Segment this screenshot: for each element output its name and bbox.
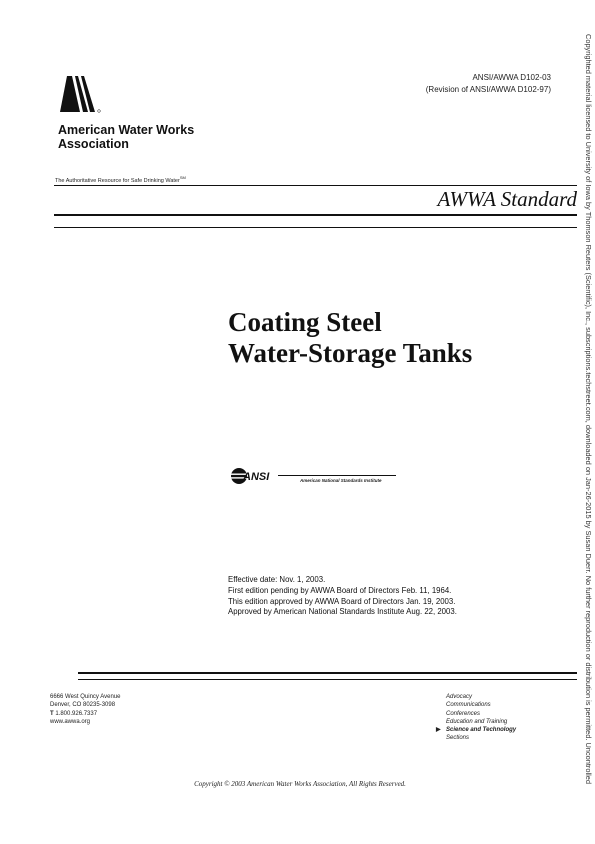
ansi-approval-date: Approved by American National Standards Institute Aug. 22, 2003. <box>228 607 457 617</box>
license-notice-text: Copyrighted material licensed to University of Iowa by Thomson Reuters (Scientific), Inc., subscriptions.techstreet.com, downloaded on Jan-26-2015 by Susan Duerr. No further reproduction or distribution is permitted. Uncontrolled <box>584 34 593 784</box>
ansi-logo-icon <box>230 466 275 486</box>
topic-item: Education and Training <box>446 718 508 725</box>
title-line2: Water-Storage Tanks <box>228 338 473 368</box>
website-link[interactable]: www.awwa.org <box>50 718 91 725</box>
topic-item-active <box>436 726 517 734</box>
topic-item: Communications <box>446 702 491 709</box>
address-phone <box>50 710 121 718</box>
topic-item: Advocacy <box>446 694 473 700</box>
phone-prefix: T <box>50 710 54 717</box>
address-street: 6666 West Quincy Avenue <box>50 694 121 700</box>
organization-name-line2: Association <box>58 137 129 151</box>
tagline-text: The Authoritative Resource for Safe Drinking Water <box>55 177 180 184</box>
divider <box>54 214 577 216</box>
document-title <box>228 307 472 369</box>
organization-tagline <box>55 175 186 184</box>
ansi-full-name: American National Standards Institute <box>300 478 382 483</box>
topic-item: Conferences <box>446 710 481 717</box>
divider <box>78 679 577 680</box>
divider <box>78 672 577 674</box>
standard-revision: (Revision of ANSI/AWWA D102-97) <box>425 85 551 94</box>
effective-date: Effective date: Nov. 1, 2003. <box>228 575 326 584</box>
ansi-logo-text: ANSI <box>243 471 270 483</box>
service-mark: SM <box>179 175 186 180</box>
approval-dates <box>228 575 457 618</box>
first-edition-date: First edition pending by AWWA Board of Directors Feb. 11, 1964. <box>228 585 452 595</box>
organization-name-line1: American Water Works <box>58 123 195 137</box>
address-block <box>50 693 121 726</box>
address-city: Denver, CO 80235-3098 <box>50 702 116 709</box>
phone-number: 1.800.926.7337 <box>55 710 98 717</box>
awwa-logo-icon <box>58 74 102 114</box>
topic-item: Sections <box>446 735 470 742</box>
arrow-right-icon: ▶ <box>436 727 441 734</box>
edition-approval-date: This edition approved by AWWA Board of Directors Jan. 19, 2003. <box>228 596 456 606</box>
standard-type: AWWA Standard <box>437 187 577 211</box>
standard-id-block <box>426 72 551 96</box>
topics-list <box>436 693 517 743</box>
license-notice <box>583 34 591 844</box>
divider <box>278 475 396 476</box>
topic-item-label: Science and Technology <box>446 727 517 734</box>
organization-name <box>58 123 194 151</box>
divider <box>54 227 577 228</box>
title-line1: Coating Steel <box>228 307 382 337</box>
copyright-notice: Copyright © 2003 American Water Works Association, All Rights Reserved. <box>194 780 406 788</box>
divider <box>54 185 577 186</box>
standard-id: ANSI/AWWA D102-03 <box>472 73 551 82</box>
